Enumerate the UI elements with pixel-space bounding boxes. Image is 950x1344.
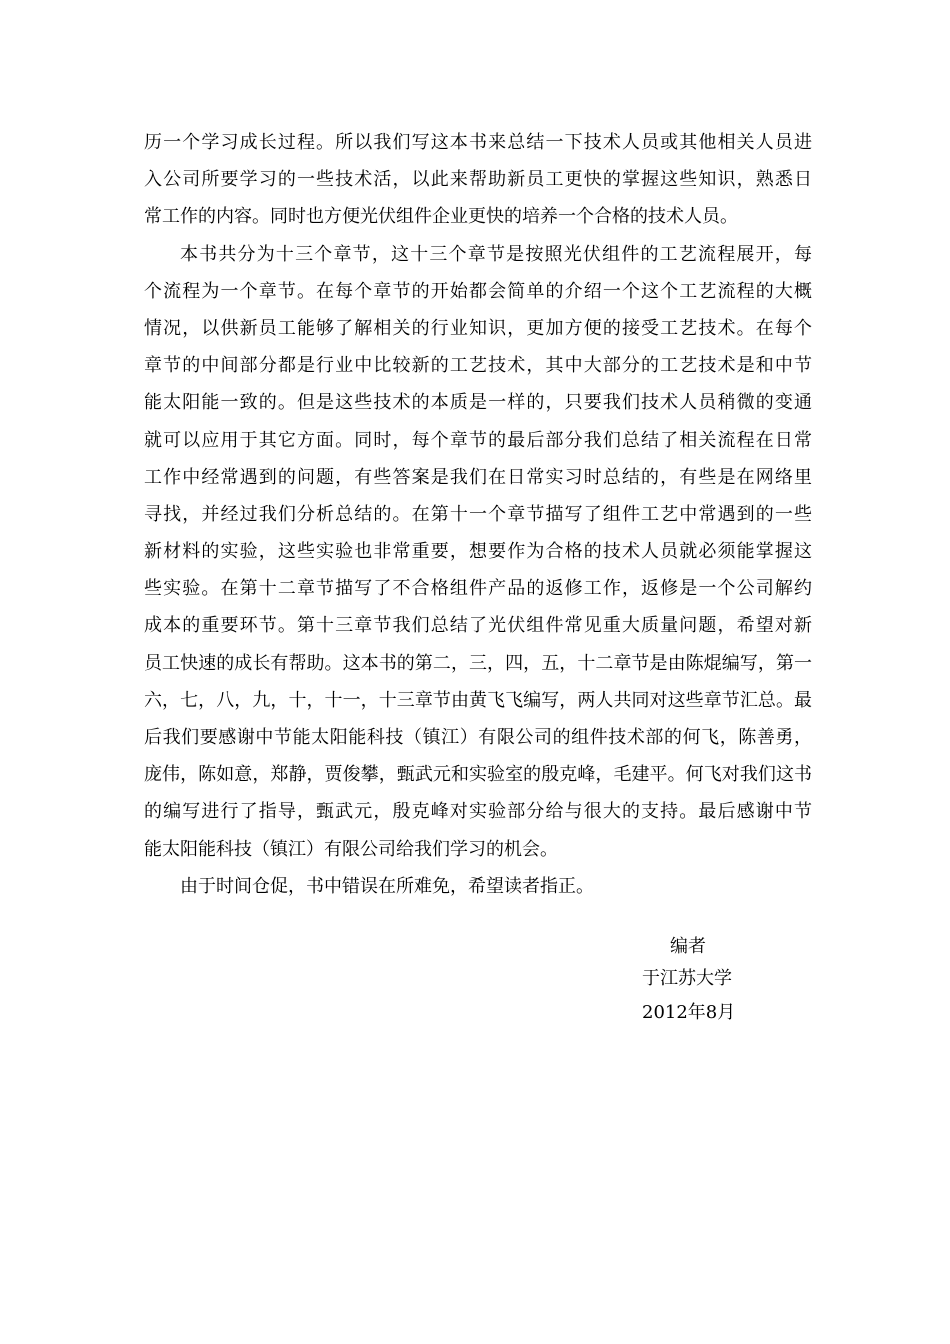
signature-date: 2012年8月 xyxy=(642,1002,736,1023)
paragraph-line: 章节的中间部分都是行业中比较新的工艺技术，其中大部分的工艺技术是和中节 xyxy=(144,355,812,377)
paragraph-line: 情况，以供新员工能够了解相关的行业知识，更加方便的接受工艺技术。在每个 xyxy=(144,317,812,339)
paragraph-line: 的编写进行了指导，甄武元，殷克峰对实验部分给与很大的支持。最后感谢中节 xyxy=(144,801,812,823)
paragraph-line: 员工快速的成长有帮助。这本书的第二，三，四，五，十二章节是由陈焜编写，第一 xyxy=(144,652,812,674)
paragraph-line: 六，七，八，九，十，十一，十三章节由黄飞飞编写，两人共同对这些章节汇总。最 xyxy=(144,689,812,711)
body-text xyxy=(144,124,812,905)
paragraph-line: 由于时间仓促，书中错误在所难免，希望读者指正。 xyxy=(180,875,594,897)
paragraph-line: 成本的重要环节。第十三章节我们总结了光伏组件常见重大质量问题，希望对新 xyxy=(144,615,812,637)
paragraph-line: 就可以应用于其它方面。同时，每个章节的最后部分我们总结了相关流程在日常 xyxy=(144,429,812,451)
paragraph-line: 工作中经常遇到的问题，有些答案是我们在日常实习时总结的，有些是在网络里 xyxy=(144,466,812,488)
paragraph-line: 个流程为一个章节。在每个章节的开始都会简单的介绍一个这个工艺流程的大概 xyxy=(144,280,812,302)
paragraph-line: 能太阳能一致的。但是这些技术的本质是一样的，只要我们技术人员稍微的变通 xyxy=(144,392,812,414)
paragraph-line: 后我们要感谢中节能太阳能科技（镇江）有限公司的组件技术部的何飞，陈善勇， xyxy=(144,727,812,748)
paragraph-line: 本书共分为十三个章节，这十三个章节是按照光伏组件的工艺流程展开，每 xyxy=(180,243,812,265)
paragraph-line: 寻找，并经过我们分析总结的。在第十一个章节描写了组件工艺中常遇到的一些 xyxy=(144,503,812,525)
signature-editor: 编者 xyxy=(670,936,706,957)
paragraph-line: 庞伟，陈如意，郑静，贾俊攀，甄武元和实验室的殷克峰，毛建平。何飞对我们这书 xyxy=(144,764,812,786)
paragraph-line: 历一个学习成长过程。所以我们写这本书来总结一下技术人员或其他相关人员进 xyxy=(144,132,812,153)
paragraph-line: 些实验。在第十二章节描写了不合格组件产品的返修工作，返修是一个公司解约 xyxy=(144,578,812,600)
paragraph-line: 入公司所要学习的一些技术活，以此来帮助新员工更快的掌握这些知识，熟悉日 xyxy=(144,169,812,191)
paragraph-line: 能太阳能科技（镇江）有限公司给我们学习的机会。 xyxy=(144,838,558,860)
paragraph-line: 常工作的内容。同时也方便光伏组件企业更快的培养一个合格的技术人员。 xyxy=(144,206,738,228)
signature-place: 于江苏大学 xyxy=(642,968,732,989)
paragraph-line: 新材料的实验，这些实验也非常重要，想要作为合格的技术人员就必须能掌握这 xyxy=(144,541,812,563)
